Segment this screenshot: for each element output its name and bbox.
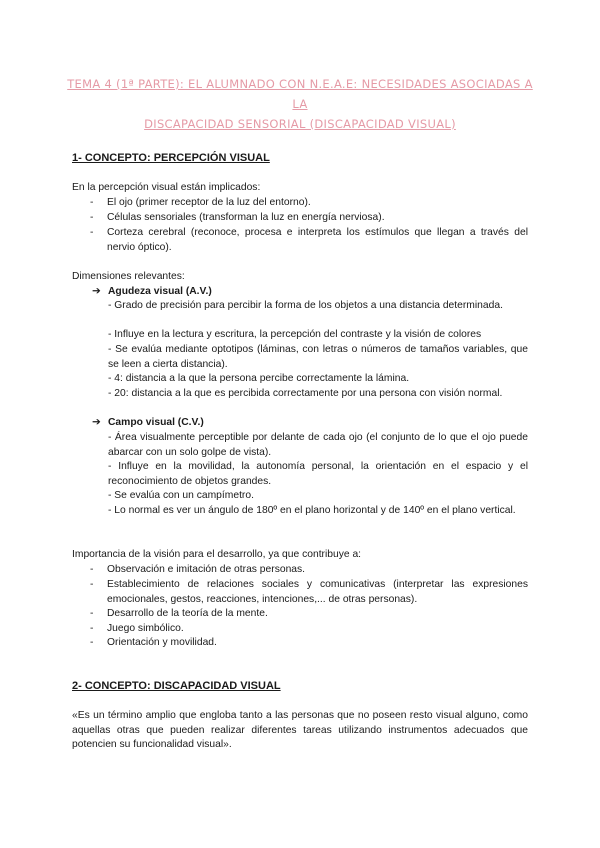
- field-item: - Se evalúa con un campímetro.: [108, 490, 254, 501]
- bullet-dash: -: [90, 608, 94, 619]
- bullet-dash: -: [90, 197, 94, 208]
- importance-item: Orientación y movilidad.: [107, 637, 217, 648]
- bullet-dash: -: [90, 212, 94, 223]
- acuity-item: - 20: distancia a la que es percibida correctamente por una persona con visión normal.: [108, 388, 503, 399]
- implicated-item-cortex: Corteza cerebral (reconoce, procesa e interpreta los estímulos que llegan a través del nervio óptico).: [107, 227, 528, 253]
- implicated-item-eye: El ojo (primer receptor de la luz del entorno).: [107, 197, 311, 208]
- acuity-item: - 4: distancia a la que la persona percibe correctamente la lámina.: [108, 373, 410, 384]
- title-line-2: DISCAPACIDAD SENSORIAL (DISCAPACIDAD VISUAL): [144, 117, 456, 131]
- arrow-bullet-icon: ➔: [92, 286, 101, 297]
- field-item: - Lo normal es ver un ángulo de 180º en el plano horizontal y de 140º en el plano vertical.: [108, 505, 516, 516]
- importance-item: Observación e imitación de otras personas.: [107, 564, 306, 575]
- visual-disability-definition: «Es un término amplio que engloba tanto a las personas que no poseen resto visual alguno, como aquellas otras que pueden realizar diferentes tareas utilizando instrumentos adecuados que potencien su funcionalidad visual».: [72, 710, 528, 751]
- field-item: - Influye en la movilidad, la autonomía personal, la orientación en el espacio y el reconocimiento de objetos grandes.: [108, 461, 528, 487]
- implicated-item-cells: Células sensoriales (transforman la luz en energía nerviosa).: [107, 212, 385, 223]
- bullet-dash: -: [90, 579, 94, 590]
- bullet-dash: -: [90, 637, 94, 648]
- acuity-item: - Se evalúa mediante optotipos (láminas, con letras o números de tamaños variables, que se leen a cierta distancia).: [108, 344, 528, 370]
- dimension-field-title: Campo visual (C.V.): [108, 417, 204, 428]
- arrow-bullet-icon: ➔: [92, 417, 101, 428]
- acuity-item: - Influye en la lectura y escritura, la percepción del contraste y la visión de colores: [108, 329, 482, 340]
- importance-item: Juego simbólico.: [107, 623, 184, 634]
- bullet-dash: -: [90, 623, 94, 634]
- importance-item: Desarrollo de la teoría de la mente.: [107, 608, 268, 619]
- importance-intro: Importancia de la visión para el desarrollo, ya que contribuye a:: [72, 549, 362, 560]
- title-line-1: TEMA 4 (1ª PARTE): EL ALUMNADO CON N.E.A.E: NECESIDADES ASOCIADAS A LA: [67, 77, 533, 111]
- section-1-heading: 1- CONCEPTO: PERCEPCIÓN VISUAL: [72, 152, 270, 164]
- field-item: - Área visualmente perceptible por delante de cada ojo (el conjunto de lo que el ojo puede abarcar con un solo golpe de vista).: [108, 432, 528, 458]
- importance-item: Establecimiento de relaciones sociales y comunicativas (interpretar las expresiones emocionales, gestos, reacciones, intenciones,... de otras personas).: [107, 579, 528, 605]
- page-title: [60, 74, 540, 134]
- bullet-dash: -: [90, 564, 94, 575]
- perception-intro: En la percepción visual están implicados:: [72, 182, 261, 193]
- section-2-heading: 2- CONCEPTO: DISCAPACIDAD VISUAL: [72, 680, 281, 692]
- dimensions-intro: Dimensiones relevantes:: [72, 271, 185, 282]
- bullet-dash: -: [90, 227, 94, 238]
- dimension-acuity-title: Agudeza visual (A.V.): [108, 286, 212, 297]
- acuity-item: - Grado de precisión para percibir la forma de los objetos a una distancia determinada.: [108, 300, 503, 311]
